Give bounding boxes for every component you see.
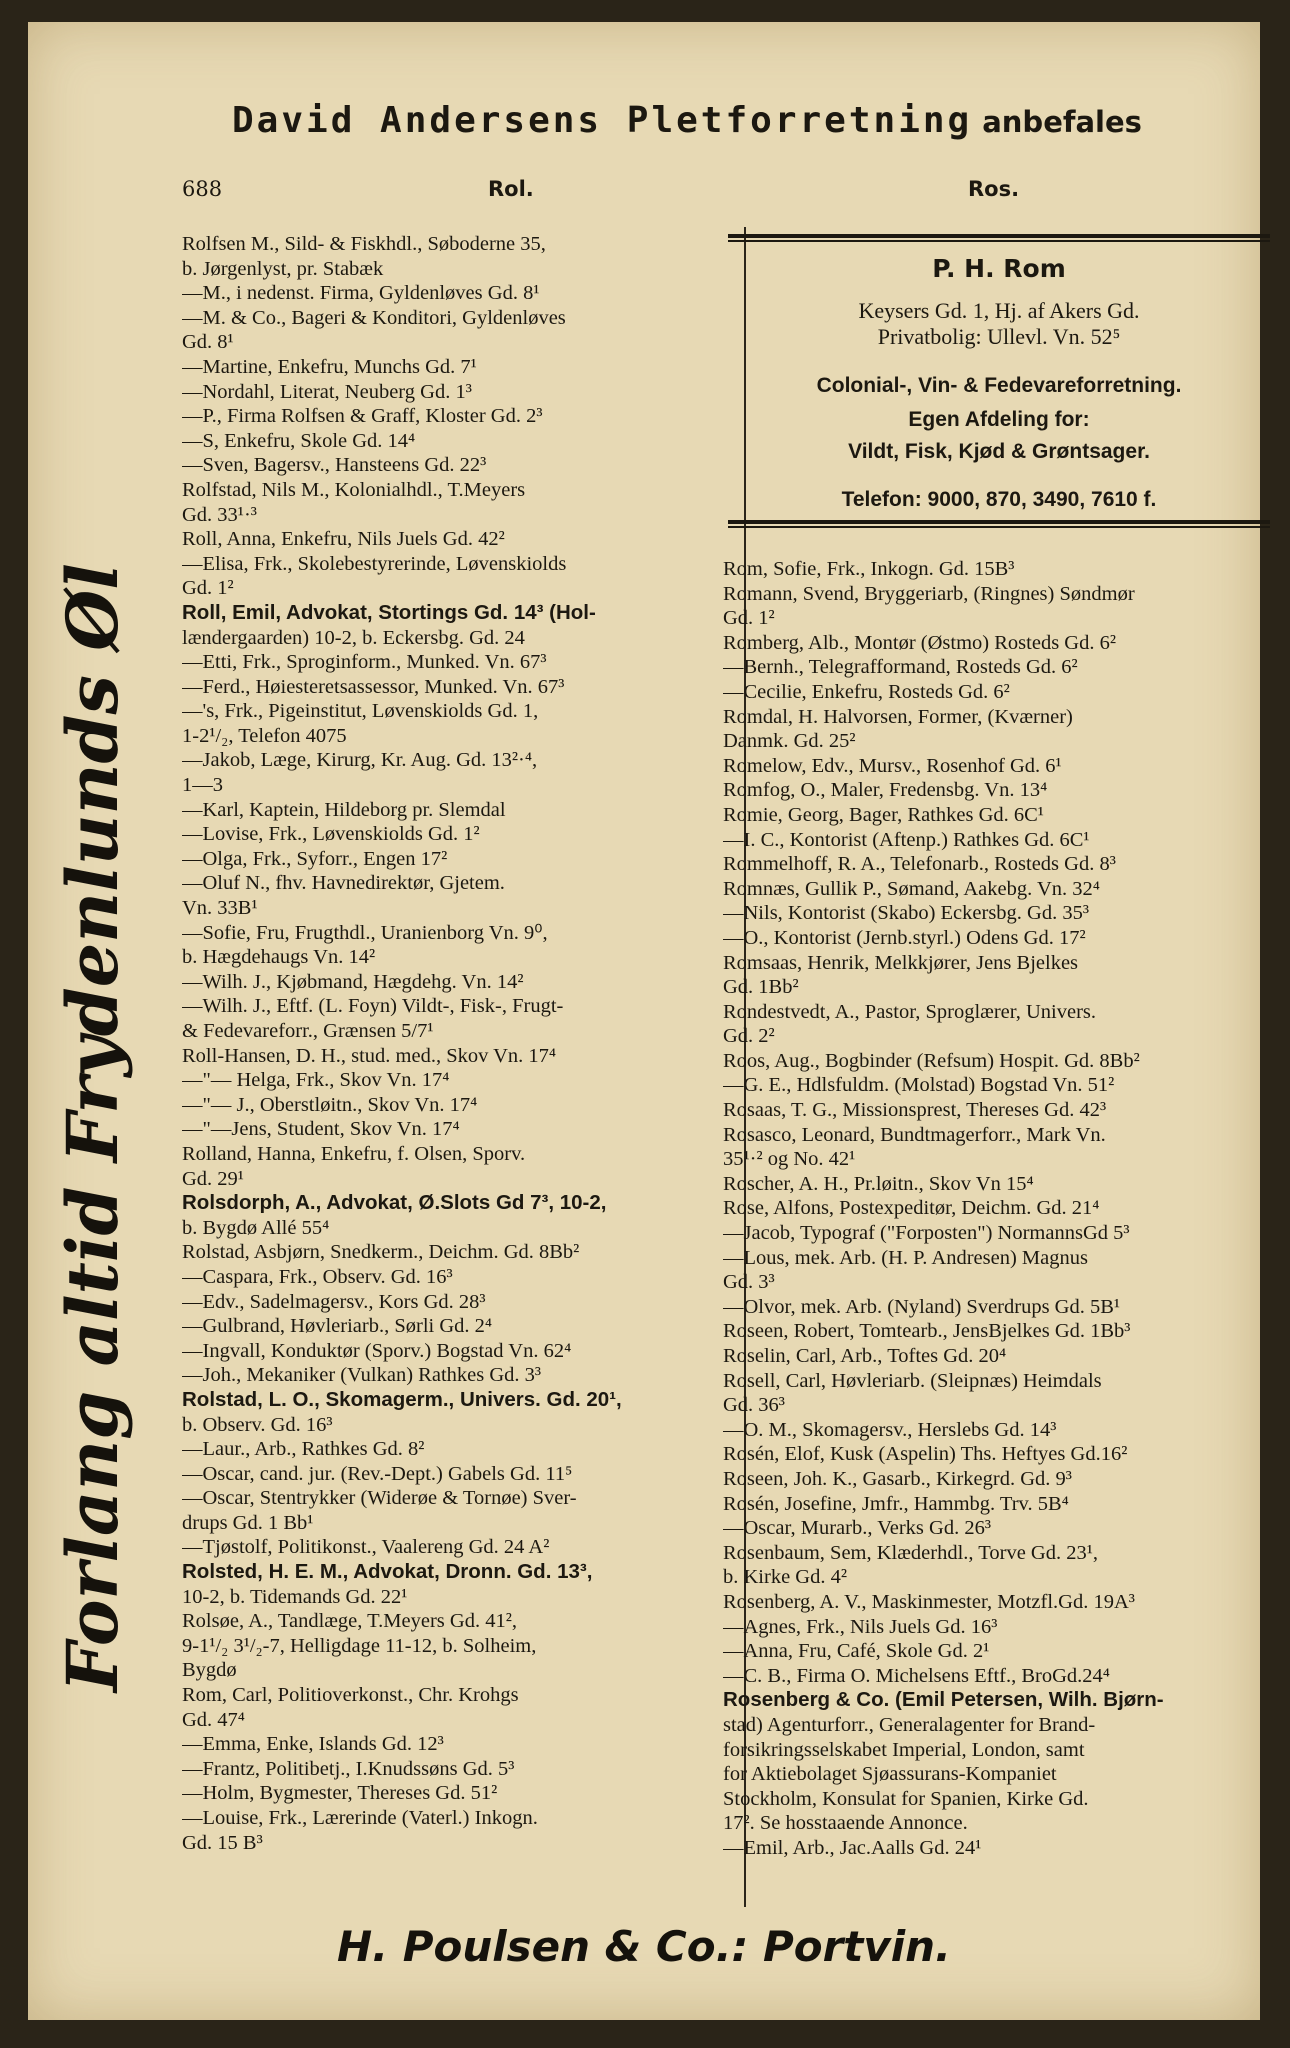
directory-line: Rose, Alfons, Postexpeditør, Deichm. Gd. 21⁴ (723, 1197, 1100, 1220)
running-head-left: Rol. (488, 177, 534, 201)
directory-line: —Oscar, cand. jur. (Rev.-Dept.) Gabels Gd. 11⁵ (182, 1462, 573, 1485)
directory-line: Roseen, Robert, Tomtearb., JensBjelkes Gd. 1Bb³ (723, 1320, 1131, 1343)
directory-line: Rom, Carl, Politioverkonst., Chr. Krohgs (182, 1684, 519, 1707)
directory-line: lændergaarden) 10-2, b. Eckersbg. Gd. 24 (182, 626, 525, 649)
directory-line: —Bernh., Telegrafformand, Rosteds Gd. 6² (723, 656, 1078, 679)
directory-line: —Holm, Bygmester, Thereses Gd. 51² (182, 1782, 498, 1805)
directory-line: —Anna, Fru, Café, Skole Gd. 2¹ (723, 1640, 990, 1663)
directory-line: —Edv., Sadelmagersv., Kors Gd. 28³ (182, 1290, 486, 1313)
directory-line: Rosén, Elof, Kusk (Aspelin) Ths. Heftyes Gd.16² (723, 1443, 1128, 1466)
top-banner-ad (232, 100, 1272, 141)
directory-line: Danmk. Gd. 25² (723, 730, 856, 753)
ad-name: P. H. Rom (932, 254, 1066, 283)
directory-line: —O., Kontorist (Jernb.styrl.) Odens Gd. 17² (723, 926, 1086, 949)
directory-line: —Oscar, Murarb., Verks Gd. 26³ (723, 1517, 991, 1540)
directory-line: forsikringsselskabet Imperial, London, samt (723, 1738, 1085, 1761)
directory-line: Gd. 8¹ (182, 331, 234, 354)
ad-line-1: Colonial-, Vin- & Fedevareforretning. (816, 374, 1182, 397)
directory-line: Rosenberg, A. V., Maskinmester, Motzfl.Gd. 19A³ (723, 1590, 1135, 1613)
directory-line: —G. E., Hdlsfuldm. (Molstad) Bogstad Vn. 51² (723, 1074, 1115, 1097)
directory-line: —M., i nedenst. Firma, Gyldenløves Gd. 8¹ (182, 282, 540, 305)
directory-line: —Sven, Bagersv., Hansteens Gd. 22³ (182, 454, 487, 477)
directory-line: —Cecilie, Enkefru, Rosteds Gd. 6² (723, 680, 1010, 703)
directory-line: 1-2¹/₂, Telefon 4075 (182, 724, 347, 747)
directory-line: Romie, Georg, Bager, Rathkes Gd. 6C¹ (723, 803, 1044, 826)
directory-line: —Etti, Frk., Sproginform., Munked. Vn. 67³ (182, 651, 547, 674)
directory-line: —C. B., Firma O. Michelsens Eftf., BroGd.24⁴ (723, 1664, 1110, 1687)
directory-line: Rommelhoff, R. A., Telefonarb., Rosteds Gd. 8³ (723, 853, 1116, 876)
directory-line: Gd. 47⁴ (182, 1708, 245, 1731)
directory-line: Roll, Emil, Advokat, Stortings Gd. 14³ (Hol- (182, 600, 596, 624)
ad-box-ph-rom (728, 234, 1270, 530)
directory-line: Gd. 1² (182, 577, 234, 600)
directory-line: Rosaas, T. G., Missionsprest, Thereses Gd. 42³ (723, 1099, 1107, 1122)
directory-line: Rolstad, L. O., Skomagerm., Univers. Gd. 20¹, (182, 1387, 622, 1411)
directory-line: Gd. 1² (723, 607, 775, 630)
directory-line: Rolsøe, A., Tandlæge, T.Meyers Gd. 41², (182, 1610, 517, 1633)
banner-suffix: anbefales (982, 105, 1142, 139)
ad-rule-top (728, 234, 1270, 238)
directory-line: Roselin, Carl, Arb., Toftes Gd. 20⁴ (723, 1345, 1007, 1367)
directory-line: —'s, Frk., Pigeinstitut, Løvenskiolds Gd. 1, (182, 700, 539, 723)
directory-line: —Karl, Kaptein, Hildeborg pr. Slemdal (182, 798, 506, 821)
directory-line: —Laur., Arb., Rathkes Gd. 8² (182, 1438, 425, 1461)
directory-line: Rosasco, Leonard, Bundtmagerforr., Mark Vn. (723, 1123, 1106, 1146)
directory-line: —Frantz, Politibetj., I.Knudssøns Gd. 5³ (182, 1757, 515, 1780)
running-head-right: Ros. (968, 177, 1020, 201)
directory-line: drups Gd. 1 Bb¹ (182, 1511, 314, 1534)
directory-line: —Martine, Enkefru, Munchs Gd. 7¹ (182, 355, 477, 378)
directory-line: stad) Agenturforr., Generalagenter for Brand- (723, 1713, 1096, 1736)
ad-rule-bottom (728, 520, 1270, 524)
directory-line: Rolfstad, Nils M., Kolonialhdl., T.Meyers (182, 478, 526, 501)
directory-line: —O. M., Skomagersv., Herslebs Gd. 14³ (723, 1418, 1057, 1441)
directory-line: —"— J., Oberstløitn., Skov Vn. 17⁴ (182, 1093, 478, 1116)
directory-line: 1—3 (182, 774, 223, 797)
side-advertisement: Forlang altid Frydenlunds Øl (51, 563, 134, 1692)
directory-line: for Aktiebolaget Sjøassurans-Kompaniet (723, 1763, 1057, 1786)
directory-line: Romann, Svend, Bryggeriarb, (Ringnes) Søndmør (723, 582, 1135, 605)
directory-line: —Lous, mek. Arb. (H. P. Andresen) Magnus (723, 1246, 1088, 1269)
directory-line: Rosén, Josefine, Jmfr., Hammbg. Trv. 5B⁴ (723, 1492, 1069, 1515)
directory-line: Rom, Sofie, Frk., Inkogn. Gd. 15B³ (723, 558, 1015, 580)
ad-address-2: Privatbolig: Ullevl. Vn. 52⁵ (877, 324, 1121, 349)
directory-line: —Louise, Frk., Lærerinde (Vaterl.) Inkogn. (182, 1807, 538, 1829)
directory-line: Romdal, H. Halvorsen, Former, (Kværner) (723, 705, 1073, 728)
directory-line: Gd. 33¹·³ (182, 503, 257, 526)
directory-line: —S, Enkefru, Skole Gd. 14⁴ (182, 429, 416, 452)
ad-phone: Telefon: 9000, 870, 3490, 7610 f. (841, 488, 1157, 511)
directory-line: Gd. 36³ (723, 1394, 785, 1417)
directory-line: Rolstad, Asbjørn, Snedkerm., Deichm. Gd. 8Bb² (182, 1241, 580, 1264)
directory-line: b. Bygdø Allé 55⁴ (182, 1216, 330, 1239)
ad-rule-top-2 (728, 240, 1270, 242)
directory-line: Romfog, O., Maler, Fredensbg. Vn. 13⁴ (723, 779, 1048, 802)
left-col-entries (182, 232, 740, 1855)
directory-line: b. Jørgenlyst, pr. Stabæk (182, 257, 384, 280)
directory-line: Rosenbaum, Sem, Klæderhdl., Torve Gd. 23¹, (723, 1541, 1099, 1564)
directory-line: Roll, Anna, Enkefru, Nils Juels Gd. 42² (182, 528, 505, 551)
directory-line: Rolsdorph, A., Advokat, Ø.Slots Gd 7³, 10-2, (182, 1191, 607, 1215)
directory-line: —Oscar, Stentrykker (Widerøe & Tornøe) Sver- (182, 1487, 577, 1510)
directory-line: Romnæs, Gullik P., Sømand, Aakebg. Vn. 32⁴ (723, 877, 1100, 900)
directory-line: —Olga, Frk., Syforr., Engen 17² (182, 847, 448, 870)
directory-line: —Agnes, Frk., Nils Juels Gd. 16³ (723, 1615, 998, 1638)
directory-line: Rolsted, H. E. M., Advokat, Dronn. Gd. 13³, (182, 1560, 593, 1584)
directory-line: —Ferd., Høiesteretsassessor, Munked. Vn. 67³ (182, 675, 565, 698)
directory-line: b. Kirke Gd. 4² (723, 1566, 848, 1589)
ad-line-3: Vildt, Fisk, Kjød & Grøntsager. (848, 440, 1150, 463)
directory-line: & Fedevareforr., Grænsen 5/7¹ (182, 1020, 434, 1042)
directory-line: —Nordahl, Literat, Neuberg Gd. 1³ (182, 380, 472, 403)
directory-line: 17². Se hosstaaende Annonce. (723, 1812, 968, 1835)
directory-line: —Emma, Enke, Islands Gd. 12³ (182, 1733, 444, 1756)
directory-line: Rosell, Carl, Høvleriarb. (Sleipnæs) Heimdals (723, 1369, 1102, 1392)
directory-line: Gd. 3³ (723, 1271, 775, 1294)
directory-line: Stockholm, Konsulat for Spanien, Kirke Gd. (723, 1787, 1089, 1810)
directory-line: Vn. 33B¹ (182, 897, 258, 920)
directory-line: —Elisa, Frk., Skolebestyrerinde, Løvenskiolds (182, 552, 567, 575)
directory-line: 10-2, b. Tidemands Gd. 22¹ (182, 1585, 408, 1608)
directory-line: —"— Helga, Frk., Skov Vn. 17⁴ (182, 1069, 450, 1092)
directory-line: —P., Firma Rolfsen & Graff, Kloster Gd. 2³ (182, 405, 543, 428)
directory-line: —Lovise, Frk., Løvenskiolds Gd. 1² (182, 823, 480, 846)
directory-line: Rolland, Hanna, Enkefru, f. Olsen, Sporv. (182, 1142, 526, 1165)
ad-line-2: Egen Afdeling for: (908, 408, 1090, 431)
directory-line: Rosenberg & Co. (Emil Petersen, Wilh. Bjørn- (723, 1688, 1164, 1712)
bottom-advertisement: H. Poulsen & Co.: Portvin. (336, 1922, 952, 1971)
directory-page (28, 22, 1260, 2020)
directory-line: 9-1¹/₂ 3¹/₂-7, Helligdage 11-12, b. Solheim, (182, 1634, 537, 1657)
directory-line: —Jakob, Læge, Kirurg, Kr. Aug. Gd. 13²·⁴, (182, 749, 538, 772)
directory-line: —Emil, Arb., Jac.Aalls Gd. 24¹ (723, 1836, 982, 1859)
directory-line: —Wilh. J., Kjøbmand, Hægdehg. Vn. 14² (182, 970, 524, 993)
directory-line: —Tjøstolf, Politikonst., Vaalereng Gd. 24 A² (182, 1536, 550, 1559)
directory-line: —Nils, Kontorist (Skabo) Eckersbg. Gd. 35³ (723, 902, 1089, 925)
directory-line: 35¹·² og No. 42¹ (723, 1148, 856, 1171)
directory-line: —Oluf N., fhv. Havnedirektør, Gjetem. (182, 872, 505, 895)
directory-line: Gd. 1Bb² (723, 976, 799, 999)
directory-line: —Wilh. J., Eftf. (L. Foyn) Vildt-, Fisk-, Frugt- (182, 995, 564, 1018)
directory-line: Romsaas, Henrik, Melkkjører, Jens Bjelkes (723, 951, 1079, 974)
directory-line: Romelow, Edv., Mursv., Rosenhof Gd. 6¹ (723, 754, 1062, 777)
directory-line: b. Hægdehaugs Vn. 14² (182, 946, 376, 969)
directory-line: —M. & Co., Bageri & Konditori, Gyldenløves (182, 306, 566, 329)
directory-line: Gd. 29¹ (182, 1167, 244, 1190)
directory-line: Rolfsen M., Sild- & Fiskhdl., Søboderne 35, (182, 233, 546, 255)
directory-line: Roscher, A. H., Pr.løitn., Skov Vn 15⁴ (723, 1172, 1034, 1195)
directory-line: b. Observ. Gd. 16³ (182, 1413, 333, 1436)
directory-line: —Jacob, Typograf ("Forposten") NormannsGd 5³ (723, 1222, 1130, 1245)
directory-line: —Caspara, Frk., Observ. Gd. 16³ (182, 1265, 453, 1288)
directory-line: —Ingvall, Konduktør (Sporv.) Bogstad Vn. 62⁴ (182, 1339, 572, 1362)
directory-line: Rondestvedt, A., Pastor, Sproglærer, Univers. (723, 1000, 1097, 1023)
directory-line: Roseen, Joh. K., Gasarb., Kirkegrd. Gd. 9³ (723, 1467, 1072, 1490)
directory-line: Gd. 15 B³ (182, 1831, 263, 1854)
directory-line: —Olvor, mek. Arb. (Nyland) Sverdrups Gd. 5B¹ (723, 1295, 1121, 1318)
directory-line: Bygdø (182, 1659, 237, 1682)
directory-line: —"—Jens, Student, Skov Vn. 17⁴ (182, 1118, 460, 1141)
page-number: 688 (182, 177, 223, 201)
right-col-entries (723, 557, 1285, 1860)
ad-rule-bottom-2 (728, 526, 1270, 528)
directory-line: —Gulbrand, Høvleriarb., Sørli Gd. 2⁴ (182, 1315, 493, 1338)
ad-address-1: Keysers Gd. 1, Hj. af Akers Gd. (858, 298, 1140, 323)
directory-line: Gd. 2² (723, 1025, 775, 1048)
directory-line: —Joh., Mekaniker (Vulkan) Rathkes Gd. 3³ (182, 1364, 542, 1387)
directory-line: Romberg, Alb., Montør (Østmo) Rosteds Gd. 6² (723, 631, 1116, 654)
directory-line: —Sofie, Fru, Frugthdl., Uranienborg Vn. 9⁰, (182, 921, 548, 944)
directory-line: —I. C., Kontorist (Aftenp.) Rathkes Gd. 6C¹ (723, 828, 1090, 851)
banner-text: David Andersens Pletforretning (232, 100, 973, 141)
directory-line: Roos, Aug., Bogbinder (Refsum) Hospit. Gd. 8Bb² (723, 1049, 1140, 1072)
directory-line: Roll-Hansen, D. H., stud. med., Skov Vn. 17⁴ (182, 1044, 557, 1067)
